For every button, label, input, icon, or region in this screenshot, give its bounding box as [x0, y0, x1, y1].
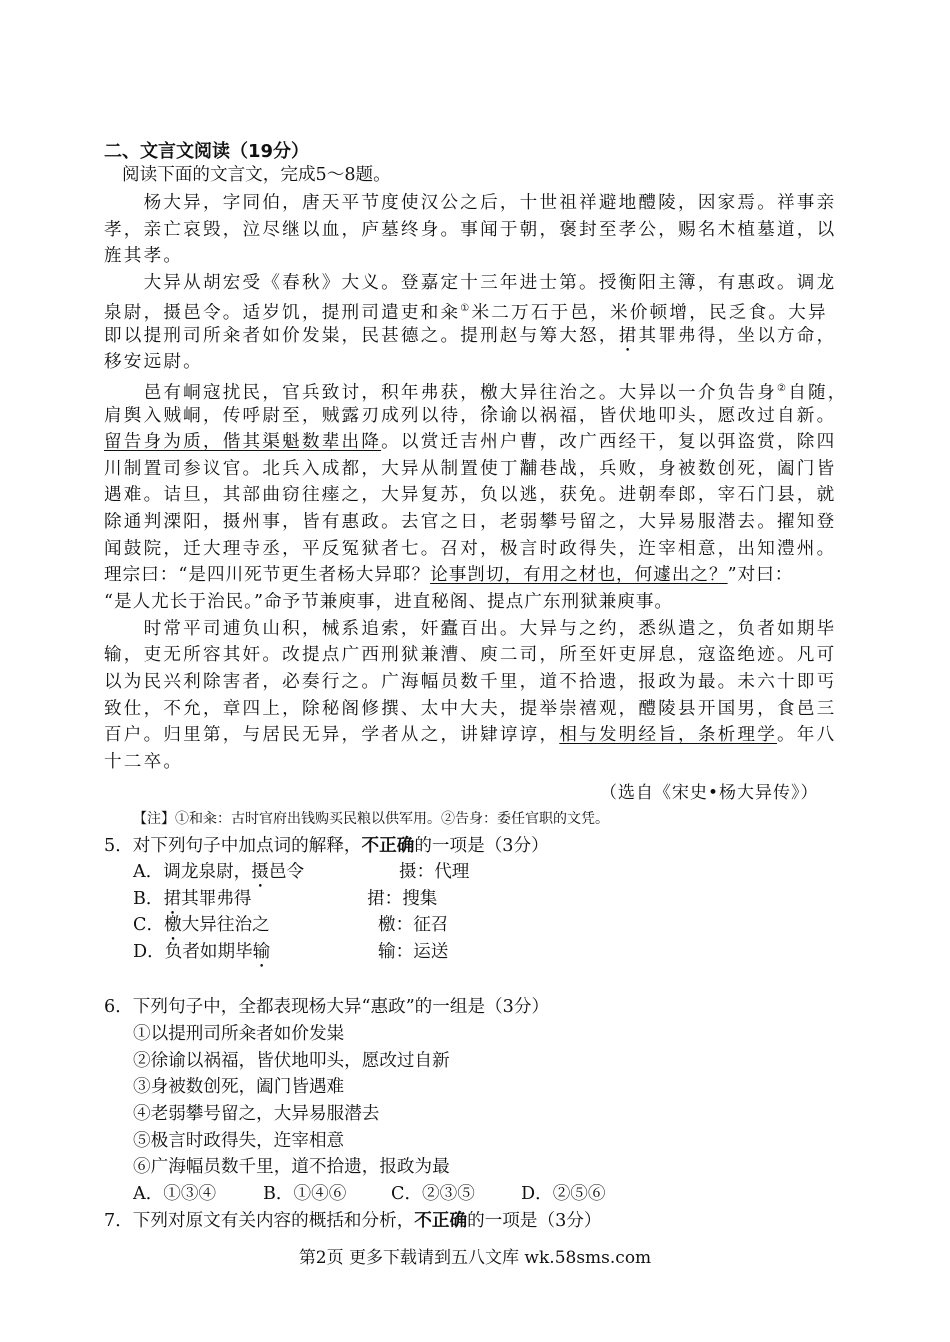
passage-text: 。以赏迁吉州户曹，改广西经干，复以弭盗赏，除四 — [381, 432, 837, 452]
passage-text: 邑有峒寇扰民，官兵致讨，积年弗获， — [104, 382, 481, 403]
passage-text: 百户。归里第，与居民无异，学者从之，讲肄谆谆， — [104, 725, 560, 745]
instruction: 阅读下面的文言文，完成5～8题。 — [122, 165, 391, 185]
passage-line — [104, 723, 836, 747]
option-label: B． — [133, 889, 164, 909]
q6-choices — [133, 1180, 606, 1205]
passage-line: 川制置司参议官。北兵入成都，大异从制置使丁黼巷战，兵败，身被数创死，阖门皆 — [104, 459, 837, 479]
dotted-word: 檄 — [480, 382, 500, 403]
q6-item: ②徐谕以祸福，皆伏地叩头，愿改过自新 — [133, 1051, 450, 1071]
passage-text: 大异往治之。大异以一介负告身 — [499, 382, 778, 403]
q6-item: ⑥广海幅员数千里，道不拾遗，报政为最 — [133, 1157, 450, 1177]
passage-line — [104, 324, 836, 356]
dotted-word: 摄 — [251, 862, 269, 882]
passage-line: 除通判溧阳，摄州事，皆有惠政。去官之日，老弱攀号留之，大异易服潜去。擢知登 — [104, 512, 837, 532]
passage-line: 大异从胡宏受《春秋》大义。登嘉定十三年进士第。授衡阳主簿，有惠政。调龙 — [104, 273, 837, 293]
dotted-word: 捃 — [163, 889, 182, 909]
option-label: C． — [133, 915, 165, 935]
passage-line — [104, 563, 793, 587]
passage-line — [104, 297, 828, 325]
passage-line: 以为民兴利除害者，必奏行之。广海幅员数千里，道不拾遗，报政为最。未六十即丐 — [104, 672, 837, 692]
passage-line: “是人尤长于治民。”命予节兼庾事，进直秘阁、提点广东刑狱兼庾事。 — [104, 592, 674, 612]
option-gloss: 输：运送 — [378, 942, 449, 962]
option-label: A．调龙泉尉， — [133, 862, 252, 882]
option-gloss: 捃：搜集 — [367, 889, 438, 909]
q6-choice-a: A．①③④ — [133, 1184, 217, 1204]
passage-line: 遇难。诘旦，其部曲窃往瘗之，大异复苏，负以逃，获免。进朝奉郎，宰石门县，就 — [104, 485, 837, 505]
page-footer: 第2页 更多下载请到五八文库 wk.58sms.com — [298, 1248, 652, 1268]
passage-line: 旌其孝。 — [104, 246, 184, 266]
passage-line: 时常平司逋负山积，械系追索，奸蠹百出。大异与之约，悉纵遣之，负者如期毕 — [104, 619, 837, 639]
underlined-sentence: 论事剀切，有用之材也，何遽出之？ — [430, 565, 728, 585]
option-text: 大异往治之 — [181, 915, 270, 935]
option-text: 其罪弗得 — [181, 889, 252, 909]
q6-item: ③身被数创死，阖门皆遇难 — [133, 1077, 345, 1097]
dotted-word: 檄 — [164, 915, 182, 935]
section-heading: 二、文言文阅读（19分） — [104, 141, 310, 162]
passage-line: 十二卒。 — [104, 752, 184, 772]
passage-line: 致仕，不允，章四上，除秘阁修撰、太中大夫，提举崇禧观，醴陵县开国男，食邑三 — [104, 699, 837, 719]
passage-text: 理宗曰：“是四川死节更生者杨大异耶？ — [104, 565, 431, 585]
passage-line: 闻鼓院，迁大理寺丞，平反冤狱者七。召对，极言时政得失，迕宰相意，出知澧州。 — [104, 539, 837, 559]
question-6-stem: 6．下列句子中，全都表现杨大异“惠政”的一组是（3分） — [104, 997, 550, 1017]
footnote: 【注】①和籴：古时官府出钱购买民粮以供军用。②告身：委任官职的文凭。 — [133, 811, 609, 827]
underlined-sentence: 留告身为质，偕其渠魁数辈出降 — [104, 432, 382, 452]
stem-text: 的一项是（3分） — [414, 836, 549, 856]
stem-text: 5．对下列句子中加点词的解释， — [104, 836, 362, 856]
passage-text: 即以提刑司所籴者如价发粜，民甚德之。提刑赵与筹大怒， — [104, 326, 619, 346]
question-7-stem — [104, 1207, 601, 1232]
q5-option-d — [133, 938, 449, 972]
q6-choice-b: B．①④⑥ — [263, 1184, 347, 1204]
underlined-sentence: 相与发明经旨，条析理学 — [559, 725, 777, 745]
q6-item: ④老弱攀号留之，大异易服潜去 — [133, 1104, 380, 1124]
question-5-stem — [104, 832, 549, 857]
option-text: 邑令 — [268, 862, 305, 882]
stem-emphasis: 不正确 — [361, 836, 415, 856]
note-marker: ② — [777, 383, 789, 394]
option-gloss: 檄：征召 — [378, 915, 449, 935]
dotted-word: 捃 — [618, 326, 639, 346]
passage-text: 泉尉，摄邑令。适岁饥，提刑司遣吏和籴 — [104, 302, 461, 323]
passage-line: 肩舆入贼峒，传呼尉至，贼露刃成列以待，徐谕以祸福，皆伏地叩头，愿改过自新。 — [104, 406, 837, 426]
passage-line: 杨大异，字同伯，唐天平节度使汉公之后，十世祖祥避地醴陵，因家焉。祥事亲 — [104, 193, 837, 213]
passage-line: 孝，亲亡哀毁，泣尽继以血，庐墓终身。事闻于朝，褒封至孝公，赐名木植墓道，以 — [104, 220, 837, 240]
stem-text: 的一项是（3分） — [467, 1211, 602, 1231]
passage-text: 米二万石于邑，米价顿增，民乏食。大异 — [471, 302, 828, 323]
option-label: D．负者如期毕 — [133, 942, 253, 962]
passage-text: 其罪弗得，坐以方命， — [638, 326, 837, 346]
q6-item: ①以提刑司所籴者如价发粜 — [133, 1024, 345, 1044]
q6-choice-c: C．②③⑤ — [391, 1184, 475, 1204]
passage-text: 。年八 — [777, 725, 837, 745]
source-citation: （选自《宋史•杨大异传》） — [600, 783, 819, 803]
dotted-word: 输 — [252, 942, 271, 962]
note-marker: ① — [460, 303, 472, 314]
q6-item: ⑤极言时政得失，迕宰相意 — [133, 1131, 345, 1151]
passage-text: 自随， — [788, 382, 848, 403]
stem-emphasis: 不正确 — [414, 1211, 468, 1231]
passage-line: 输，吏无所容其奸。改提点广西刑狱兼漕、庾二司，所至奸吏屏息，寇盗绝迹。凡可 — [104, 645, 837, 665]
passage-text: ”对曰： — [727, 565, 794, 585]
option-gloss: 摄：代理 — [399, 862, 470, 882]
passage-line — [104, 430, 836, 454]
stem-text: 7．下列对原文有关内容的概括和分析， — [104, 1211, 415, 1231]
passage-line: 移安远尉。 — [104, 352, 203, 372]
q6-choice-d: D．②⑤⑥ — [521, 1184, 606, 1204]
